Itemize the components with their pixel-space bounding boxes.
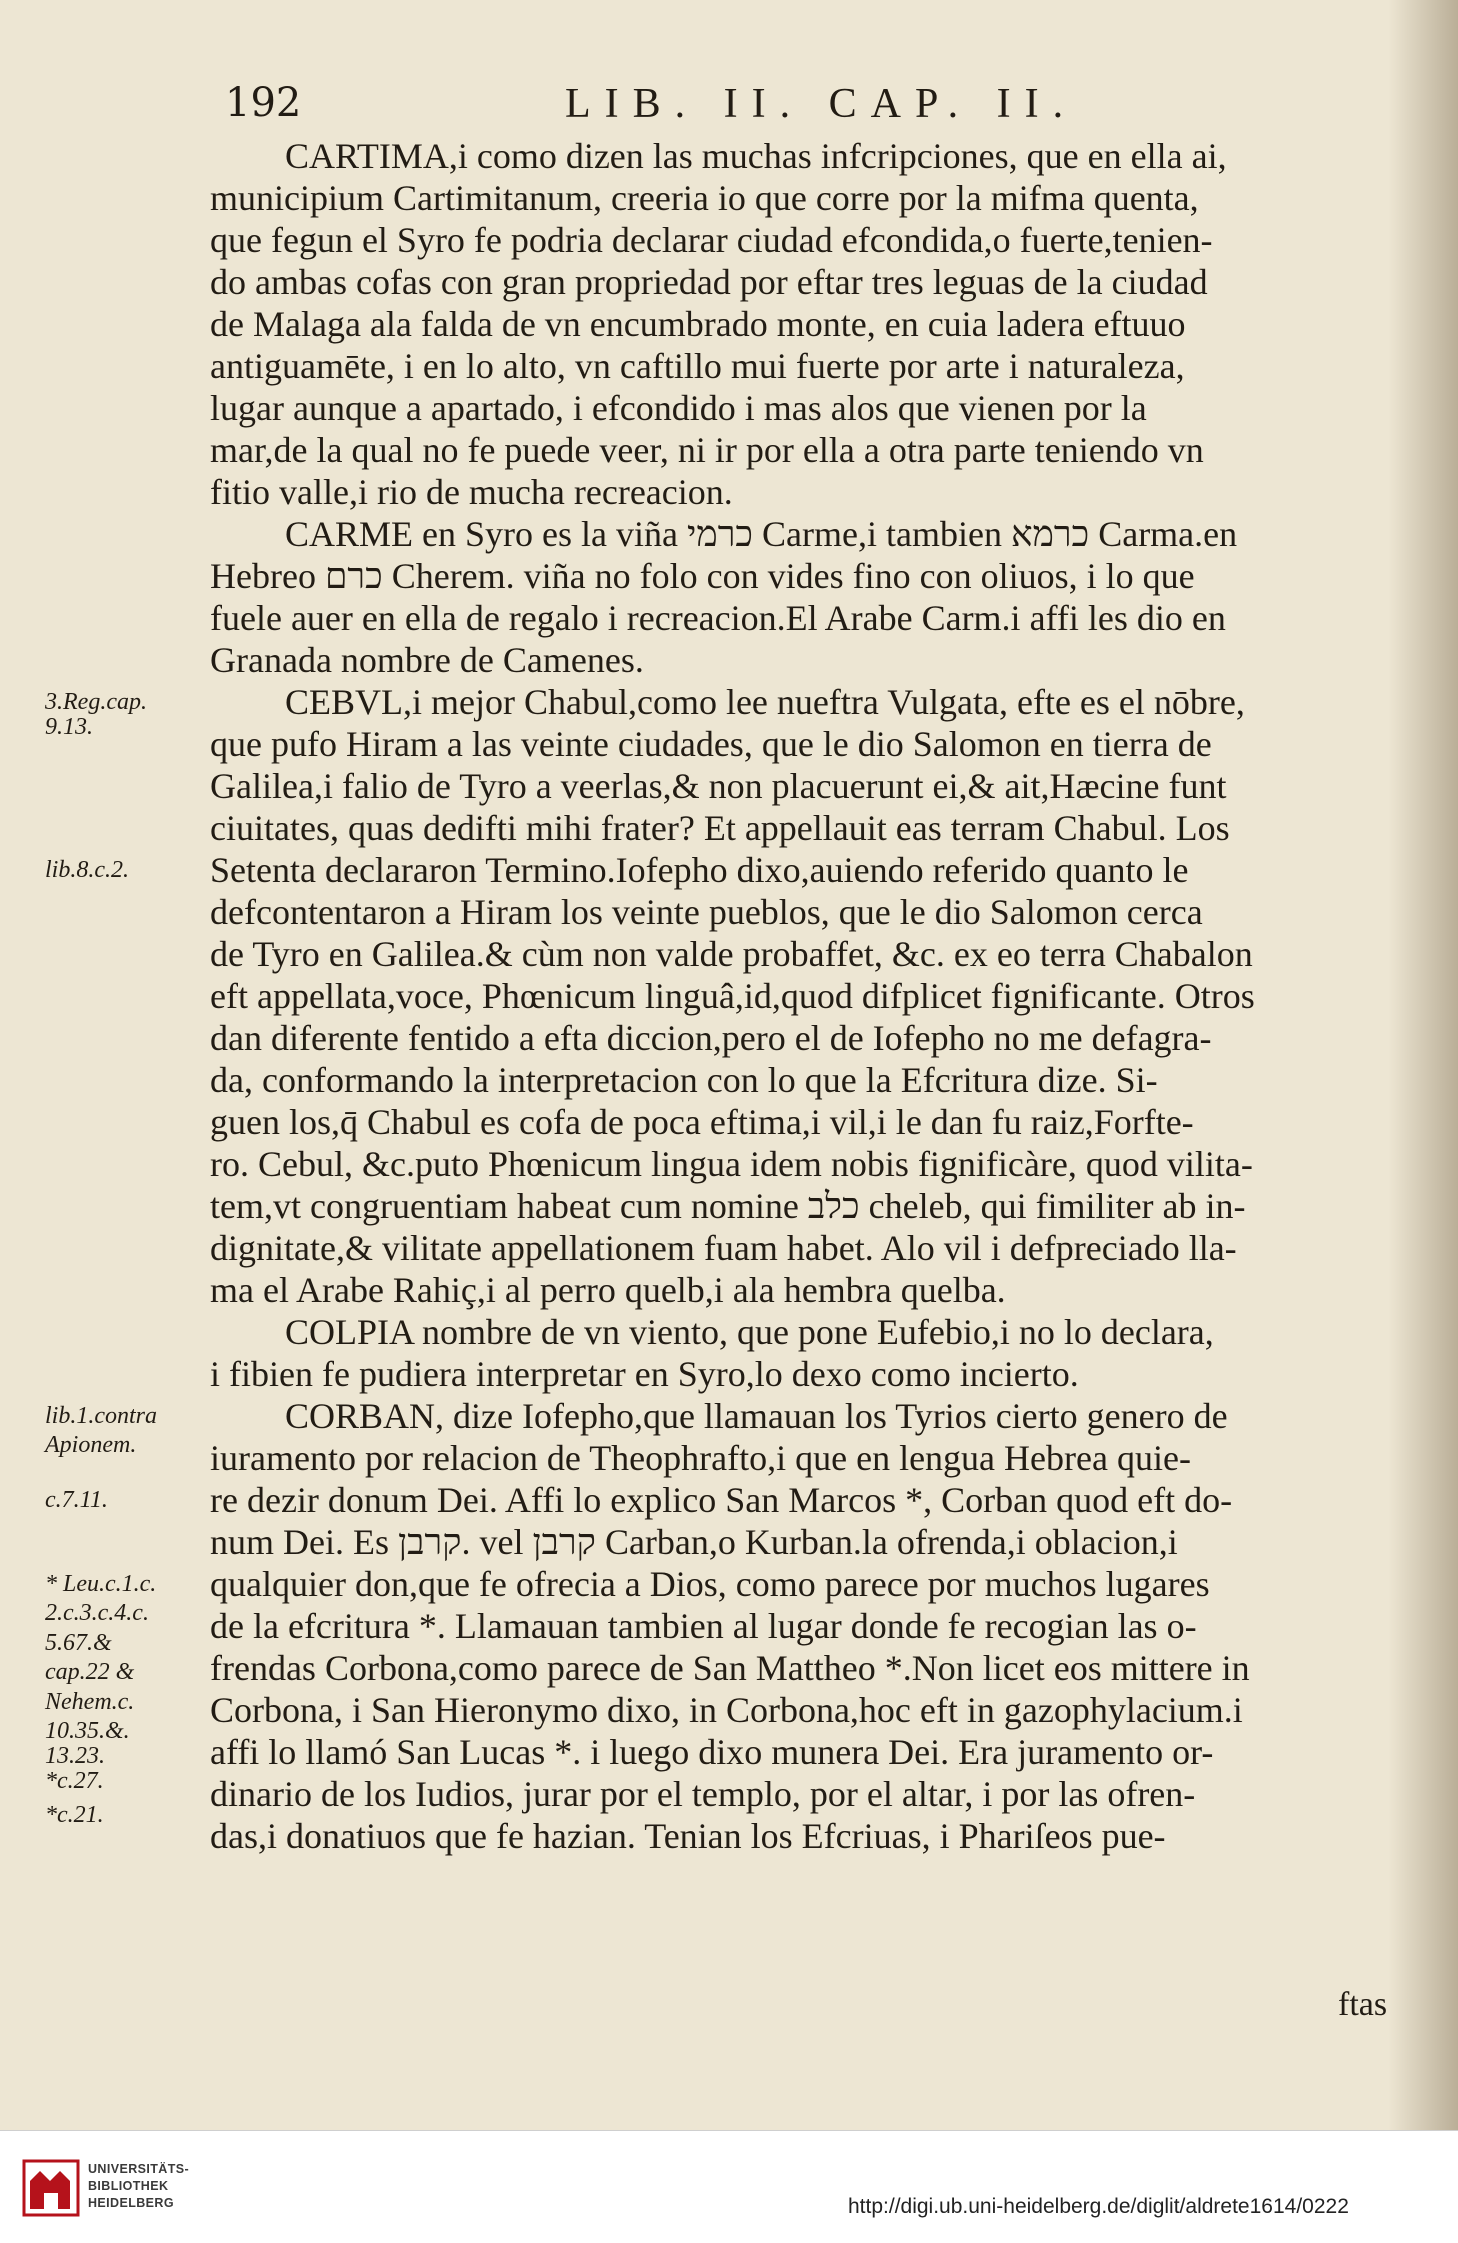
text-line: qualquier don,que fe ofrecia a Dios, como parece por muchos lugares [210,1564,1210,1604]
margin-note: 10.35.&. [45,1718,130,1744]
text-line: Granada nombre de Camenes. [210,640,644,680]
logo-line: HEIDELBERG [88,2196,174,2210]
text-line: de la efcritura *. Llamauan tambien al lugar donde fe recogian las o- [210,1606,1197,1646]
text-line: antiguamēte, i en lo alto, vn caftillo mui fuerte por arte i naturaleza, [210,346,1185,386]
text-line: ciuitates, quas dedifti mihi frater? Et appellauit eas terram Chabul. Los [210,808,1230,848]
margin-note: Apionem. [45,1432,137,1459]
logo-line: BIBLIOTHEK [88,2179,169,2193]
text-line: frendas Corbona,como parece de San Mattheo *.Non licet eos mittere in [210,1648,1250,1688]
text-line: affi lo llamó San Lucas *. i luego dixo munera Dei. Era juramento or- [210,1732,1214,1772]
text-line: CORBAN, dize Iofepho,que llamauan los Tyrios cierto genero de [285,1396,1228,1436]
text-line: dignitate,& vilitate appellationem fuam habet. Alo vil i defpreciado lla- [210,1228,1237,1268]
viewer-footer [0,2130,1458,2243]
text-line: do ambas cofas con gran propriedad por eftar tres leguas de la ciudad [210,262,1208,302]
margin-note: cap.22 & [45,1659,135,1686]
margin-note: *c.21. [45,1802,104,1828]
library-logo-text [88,2161,238,2212]
text-line: de Tyro en Galilea.& cùm non valde probaffet, &c. ex eo terra Chabalon [210,934,1253,974]
text-line: dinario de los Iudios, jurar por el templo, por el altar, i por las ofren- [210,1774,1196,1814]
text-line: da, conformando la interpretacion con lo que la Efcritura dize. Si- [210,1060,1158,1100]
margin-note: *c.27. [45,1768,104,1795]
margin-note: lib.8.c.2. [45,857,129,883]
text-line: CARTIMA,i como dizen las muchas infcripciones, que en ella ai, [285,136,1227,176]
logo-line: UNIVERSITÄTS- [88,2162,190,2176]
page-edge-shadow [1388,0,1458,2130]
text-line: que pufo Hiram a las veinte ciudades, que le dio Salomon en tierra de [210,724,1212,764]
margin-note: 13.23. [45,1743,105,1770]
text-line: defcontentaron a Hiram los veinte pueblos, que le dio Salomon cerca [210,892,1203,932]
text-line: tem,vt congruentiam habeat cum nomine כלב cheleb, qui fimiliter ab in- [210,1186,1246,1226]
text-line: dan diferente fentido a efta diccion,pero el de Iofepho no me defagra- [210,1018,1212,1058]
text-line: eft appellata,voce, Phœnicum linguâ,id,quod difplicet fignificante. Otros [210,976,1255,1016]
text-line: re dezir donum Dei. Affi lo explico San Marcos *, Corban quod eft do- [210,1480,1233,1520]
text-line: guen los,q̄ Chabul es cofa de poca eftima,i vil,i le dan fu raiz,Forfte- [210,1102,1194,1142]
page-header [225,80,1405,130]
running-head: LIB. II. CAP. II. [565,81,1078,127]
text-line: i fibien fe pudiera interpretar en Syro,lo dexo como incierto. [210,1354,1079,1394]
text-line: fuele auer en ella de regalo i recreacion.El Arabe Carm.i affi les dio en [210,598,1226,638]
text-line: fitio valle,i rio de mucha recreacion. [210,472,733,512]
text-line: municipium Cartimitanum, creeria io que corre por la mifma quenta, [210,178,1199,218]
text-line: Setenta declararon Termino.Iofepho dixo,auiendo referido quanto le [210,850,1189,890]
text-line: das,i donatiuos que fe hazian. Tenian los Efcriuas, i Phariſeos pue- [210,1816,1166,1856]
text-line: ro. Cebul, &c.puto Phœnicum lingua idem nobis fignificàre, quod vilita- [210,1144,1253,1184]
source-url-link[interactable]: http://digi.ub.uni-heidelberg.de/diglit/aldrete1614/0222 [848,2195,1349,2218]
text-line: lugar aunque a apartado, i efcondido i mas alos que vienen por la [210,388,1147,428]
text-line: ma el Arabe Rahiç,i al perro quelb,i ala hembra quelba. [210,1270,1006,1310]
text-line: Corbona, i San Hieronymo dixo, in Corbona,hoc eft in gazophylacium.i [210,1690,1243,1730]
page-number: 192 [225,80,302,126]
margin-note: * Leu.c.1.c. [45,1571,157,1597]
text-line: que fegun el Syro fe podria declarar ciudad efcondida,o fuerte,tenien- [210,220,1213,260]
text-line: Hebreo כרם Cherem. viña no folo con vides fino con oliuos, i lo que [210,556,1195,596]
text-line: iuramento por relacion de Theophrafto,i que en lengua Hebrea quie- [210,1438,1191,1478]
text-line: num Dei. Es קרבן. vel קרבן Carban,o Kurban.la ofrenda,i oblacion,i [210,1522,1178,1562]
margin-note: 5.67.& [45,1629,112,1656]
catchword: ftas [1338,1986,1388,2023]
margin-note: 9.13. [45,714,93,741]
margin-note: lib.1.contra [45,1403,157,1429]
text-line: CEBVL,i mejor Chabul,como lee nueftra Vulgata, efte es el nōbre, [285,682,1245,722]
text-line: Galilea,i falio de Tyro a veerlas,& non placuerunt ei,& ait,Hæcine funt [210,766,1227,806]
text-line: mar,de la qual no fe puede veer, ni ir por ella a otra parte teniendo vn [210,430,1204,470]
text-line: de Malaga ala falda de vn encumbrado monte, en cuia ladera eftuuo [210,304,1186,344]
margin-note: Nehem.c. [45,1688,135,1715]
margin-note: 3.Reg.cap. [45,689,147,715]
margin-note: c.7.11. [45,1487,108,1513]
margin-note: 2.c.3.c.4.c. [45,1600,149,1627]
university-seal-icon [22,2159,80,2217]
text-line: COLPIA nombre de vn viento, que pone Eufebio,i no lo declara, [285,1312,1214,1352]
text-line: CARME en Syro es la viña כרמי Carme,i tambien כרמא Carma.en [285,514,1238,554]
